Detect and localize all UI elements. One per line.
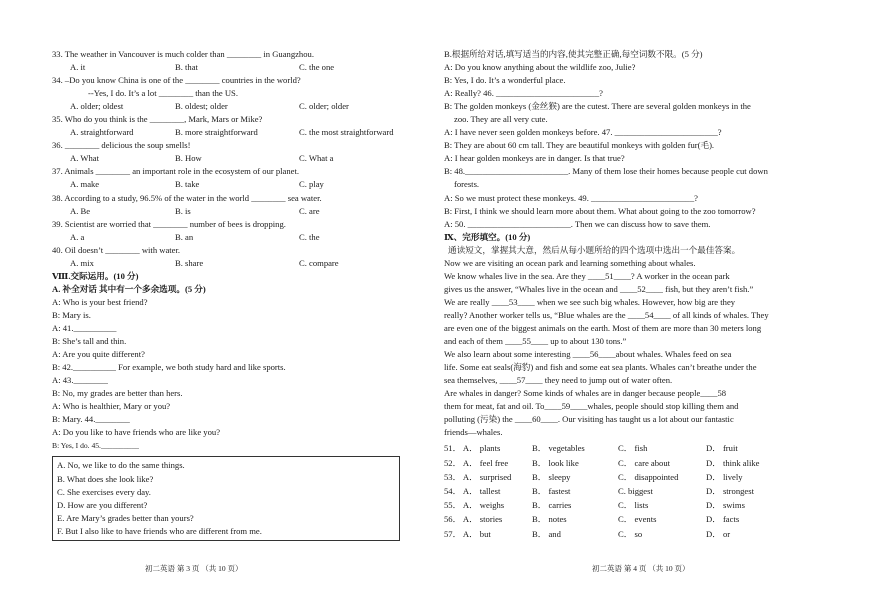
answer-option: B． fastest <box>532 485 571 496</box>
option-a: A. What <box>70 153 99 164</box>
option-a: A. it <box>70 62 86 73</box>
box-option: C. She exercises every day. <box>57 486 151 497</box>
cloze-passage <box>444 257 822 440</box>
dialog-line: A: Do you like to have friends who are like you? <box>52 427 221 438</box>
option-c: C. What a <box>299 153 334 164</box>
option-a: A. mix <box>70 257 94 268</box>
option-b: B. share <box>175 257 204 268</box>
answer-option: 54． A． tallest <box>444 485 501 496</box>
passage-line: We know whales live in the sea. Are they ____51____? A worker in the ocean park <box>444 270 730 281</box>
option-a: A. older; oldest <box>70 101 124 112</box>
answer-option: D． fruit <box>706 443 738 454</box>
passage-line: and each of them ____55____ up to about 130 tons.” <box>444 336 627 347</box>
option-b: B. more straightforward <box>175 127 258 138</box>
box-option: E. Are Mary’s grades better than yours? <box>57 512 194 523</box>
answer-option: C． care about <box>618 457 671 468</box>
dialog-line: B: No, my grades are better than hers. <box>52 388 183 399</box>
option-b: B. an <box>175 231 194 242</box>
dialog-line: B: Mary is. <box>52 309 91 320</box>
question-36-options <box>52 152 414 165</box>
question-37-options <box>52 178 414 191</box>
dialog-line: A: I hear golden monkeys are in danger. Is that true? <box>444 153 625 164</box>
answer-option: C. biggest <box>618 485 653 496</box>
answer-option: 56． A． stories <box>444 514 503 525</box>
question-38: 38. According to a study, 96.5% of the water in the world ________ sea water. <box>52 192 322 203</box>
option-a: A. a <box>70 231 85 242</box>
dialog-line: A: So we must protect these monkeys. 49. ________________________? <box>444 192 698 203</box>
dialog-a <box>52 296 414 453</box>
page-footer-left: 初二英语 第 3 页 （共 10 页） <box>145 564 243 573</box>
question-34-options <box>52 100 414 113</box>
option-c: C. the <box>299 231 320 242</box>
option-b: B. is <box>175 205 191 216</box>
answer-option: D． lively <box>706 471 743 482</box>
option-c: C. the one <box>299 62 335 73</box>
option-b: B. How <box>175 153 202 164</box>
passage-line: sea themselves, ____57____ they need to jump out of water often. <box>444 375 673 386</box>
options-box <box>52 456 400 540</box>
passage-line: Now we are visiting an ocean park and learning something about whales. <box>444 257 696 268</box>
right-column <box>444 48 822 541</box>
dialog-line: A: 43.________ <box>52 375 108 386</box>
answer-option: B． carries <box>532 500 572 511</box>
answer-option: D． facts <box>706 514 740 525</box>
passage-line: life. Some eat seals(海豹) and fish and some eat sea plants. Whales can’t breathe under the <box>444 362 757 373</box>
dialog-line: B: Yes, I do. It’s a wonderful place. <box>444 75 566 86</box>
dialog-line: A: Are you quite different? <box>52 349 145 360</box>
dialog-line: B: The golden monkeys (金丝猴) are the cutest. There are several golden monkeys in the <box>444 101 751 112</box>
dialog-line: forests. <box>454 179 480 190</box>
box-option: F. But I also like to have friends who are different from me. <box>57 525 262 536</box>
question-39-options <box>52 231 414 244</box>
section-8-heading: Ⅷ.交际运用。(10 分) <box>52 270 139 281</box>
answer-option: B． notes <box>532 514 567 525</box>
question-35-options <box>52 126 414 139</box>
dialog-line: B: She’s tall and thin. <box>52 336 127 347</box>
answer-option: D． strongest <box>706 485 754 496</box>
passage-line: Are whales in danger? Some kinds of whales are in danger because people____58 <box>444 388 727 399</box>
question-39: 39. Scientist are worried that ________ number of bees is dropping. <box>52 218 286 229</box>
page-footer-right: 初二英语 第 4 页 （共 10 页） <box>592 564 690 573</box>
answer-option: 51． A． plants <box>444 443 501 454</box>
answer-option: 53． A． surprised <box>444 471 512 482</box>
dialog-line: B: 48.________________________. Many of them lose their homes because people cut down <box>444 166 768 177</box>
dialog-line: A: Really? 46. ________________________? <box>444 88 603 99</box>
answer-option: C． disappointed <box>618 471 679 482</box>
question-33: 33. The weather in Vancouver is much colder than ________ in Guangzhou. <box>52 49 314 59</box>
dialog-line: B: Mary. 44.________ <box>52 414 130 425</box>
dialog-line: A: Who is healthier, Mary or you? <box>52 401 171 412</box>
question-34-continuation: --Yes, I do. It’s a lot ________ than the US. <box>88 88 238 99</box>
option-c: C. play <box>299 179 324 190</box>
section-9-heading: Ⅸ、完形填空。(10 分) <box>444 231 531 242</box>
passage-line: We are really ____53____ when we see such big whales. However, how big are they <box>444 296 736 307</box>
option-c: C. are <box>299 205 320 216</box>
passage-line: We also learn about some interesting ____56____about whales. Whales feed on sea <box>444 349 732 360</box>
left-column <box>52 48 414 541</box>
box-option: D. How are you different? <box>57 499 148 510</box>
dialog-line: A: Do you know anything about the wildlife zoo, Julie? <box>444 62 636 73</box>
passage-line: gives us the answer, “Whales live in the ocean and ____52____ fish, but they aren’t fish.” <box>444 283 754 294</box>
question-40-options <box>52 257 414 270</box>
answer-option: C． events <box>618 514 657 525</box>
question-37: 37. Animals ________ an important role in the ecosystem of our planet. <box>52 166 300 177</box>
box-option: B. What does she look like? <box>57 473 154 484</box>
option-b: B. oldest; older <box>175 101 228 112</box>
dialog-line: zoo. They are all very cute. <box>454 114 548 125</box>
question-40: 40. Oil doesn’t ________ with water. <box>52 244 181 255</box>
answer-option: 52． A． feel free <box>444 457 509 468</box>
answer-option: 55． A． weighs <box>444 500 505 511</box>
passage-line: friends—whales. <box>444 427 503 438</box>
answer-option: 57． A． but <box>444 528 491 539</box>
option-c: C. older; older <box>299 101 349 112</box>
answer-option: C． lists <box>618 500 649 511</box>
answer-options-table <box>444 441 822 540</box>
dialog-line: B: They are about 60 cm tall. They are beautiful monkeys with golden fur(毛). <box>444 140 715 151</box>
answer-option: D． swims <box>706 500 745 511</box>
question-35: 35. Who do you think is the ________, Mark, Mars or Mike? <box>52 114 263 125</box>
dialog-b <box>444 61 822 231</box>
passage-line: really? Another worker tells us, “Blue whales are the ____54____ of all kinds of whales. They <box>444 309 769 320</box>
answer-option: B． and <box>532 528 561 539</box>
question-33-options <box>52 61 414 74</box>
answer-option: B． sleepy <box>532 471 571 482</box>
question-38-options <box>52 205 414 218</box>
dialog-line: B: First, I think we should learn more about them. What about going to the zoo tomorrow? <box>444 205 756 216</box>
answer-option: B． look like <box>532 457 579 468</box>
dialog-line: A: Who is your best friend? <box>52 296 148 307</box>
dialog-line: A: 41.__________ <box>52 322 117 333</box>
passage-line: are even one of the biggest animals on the earth. Most of them are more than 30 meters long <box>444 322 762 333</box>
option-c: C. the most straightforward <box>299 127 394 138</box>
question-36: 36. ________ delicious the soup smells! <box>52 140 191 151</box>
answer-option: B． vegetables <box>532 443 585 454</box>
option-c: C. compare <box>299 257 339 268</box>
dialog-line: B: Yes, I do. 45.__________ <box>52 441 139 451</box>
answer-option: D． think alike <box>706 457 760 468</box>
answer-option: D． or <box>706 528 731 539</box>
passage-line: polluting (污染) the ____60____. Our visiting has taught us a lot about our fantastic <box>444 414 734 425</box>
option-b: B. that <box>175 62 198 73</box>
option-a: A. make <box>70 179 100 190</box>
answer-option: C． fish <box>618 443 648 454</box>
box-option: A. No, we like to do the same things. <box>57 460 185 471</box>
section-a-heading: A. 补全对话 其中有一个多余选项。(5 分) <box>52 283 206 294</box>
question-34: 34. –Do you know China is one of the ________ countries in the world? <box>52 75 301 86</box>
option-b: B. take <box>175 179 200 190</box>
instructions: 通读短文，掌握其大意，然后从每小题所给的四个选项中选出一个最佳答案。 <box>448 244 741 255</box>
section-b-heading: B.根据所给对话,填写适当的内容,使其完整正确,每空词数不限。(5 分) <box>444 49 703 59</box>
option-a: A. Be <box>70 205 91 216</box>
dialog-line: A: I have never seen golden monkeys before. 47. ________________________? <box>444 127 722 138</box>
dialog-line: A: 50. ________________________. Then we can discuss how to save them. <box>444 218 711 229</box>
answer-option: C． so <box>618 528 643 539</box>
option-a: A. straightforward <box>70 127 134 138</box>
dialog-line: B: 42.__________ For example, we both study hard and like sports. <box>52 362 286 373</box>
passage-line: them for meat, fat and oil. To____59____whales, people should stop killing them and <box>444 401 739 412</box>
